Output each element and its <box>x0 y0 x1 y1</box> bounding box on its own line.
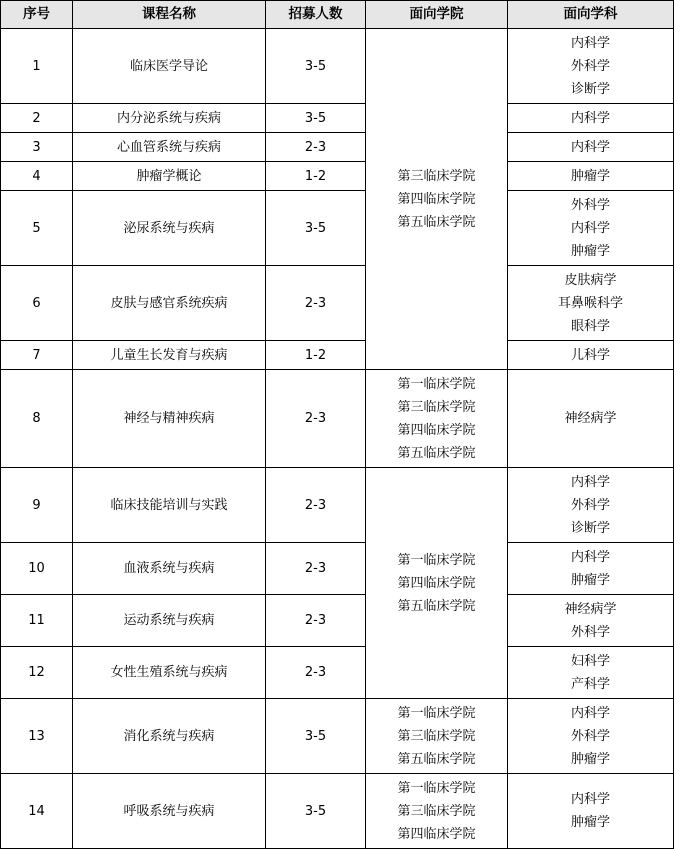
college-item: 第一临床学院 <box>397 780 476 796</box>
subject-cell <box>508 29 674 104</box>
subject-item: 内科学 <box>570 705 610 721</box>
row-no: 11 <box>1 595 73 647</box>
subject-cell <box>508 699 674 774</box>
subject-item: 肿瘤学 <box>570 168 610 184</box>
recruit-count: 2-3 <box>266 370 366 468</box>
table-row <box>1 104 674 133</box>
college-cell <box>366 699 508 774</box>
subject-item: 内科学 <box>570 139 610 155</box>
row-no: 3 <box>1 133 73 162</box>
header-college: 面向学院 <box>366 1 508 29</box>
college-cell <box>366 468 508 699</box>
subject-cell <box>508 595 674 647</box>
course-name: 泌尿系统与疾病 <box>73 191 266 266</box>
recruit-count: 1-2 <box>266 162 366 191</box>
subject-cell <box>508 341 674 370</box>
course-name: 运动系统与疾病 <box>73 595 266 647</box>
course-name: 心血管系统与疾病 <box>73 133 266 162</box>
row-no: 1 <box>1 29 73 104</box>
table-row <box>1 133 674 162</box>
college-cell <box>366 29 508 370</box>
subject-item: 内科学 <box>570 792 610 807</box>
row-no: 4 <box>1 162 73 191</box>
course-name: 临床技能培训与实践 <box>73 468 266 543</box>
recruit-count: 2-3 <box>266 543 366 595</box>
subject-item: 眼科学 <box>570 318 610 334</box>
course-name: 内分泌系统与疾病 <box>73 104 266 133</box>
college-item: 第一临床学院 <box>397 705 476 721</box>
table-row <box>1 341 674 370</box>
course-name: 肿瘤学概论 <box>73 162 266 191</box>
recruit-count: 3-5 <box>266 699 366 774</box>
header-no: 序号 <box>1 1 73 29</box>
college-item: 第一临床学院 <box>397 552 476 568</box>
row-no: 7 <box>1 341 73 370</box>
header-subject: 面向学科 <box>508 1 674 29</box>
subject-cell <box>508 104 674 133</box>
subject-item: 诊断学 <box>570 81 610 97</box>
subject-cell <box>508 133 674 162</box>
row-no: 5 <box>1 191 73 266</box>
subject-item: 内科学 <box>570 220 610 236</box>
subject-item: 肿瘤学 <box>570 751 610 767</box>
table-row <box>1 595 674 647</box>
recruit-count: 3-5 <box>266 191 366 266</box>
table-row <box>1 468 674 543</box>
college-item: 第四临床学院 <box>397 422 476 438</box>
header-row <box>1 1 674 29</box>
college-item: 第五临床学院 <box>397 598 476 614</box>
recruit-count: 2-3 <box>266 647 366 699</box>
college-item: 第四临床学院 <box>397 826 476 842</box>
subject-item: 内科学 <box>570 474 610 490</box>
header-count: 招募人数 <box>266 1 366 29</box>
subject-item: 外科学 <box>570 728 610 744</box>
subject-item: 内科学 <box>570 110 610 126</box>
recruit-count: 2-3 <box>266 468 366 543</box>
recruit-count: 1-2 <box>266 341 366 370</box>
subject-item: 内科学 <box>570 35 610 51</box>
table-row <box>1 191 674 266</box>
table-body <box>1 29 674 849</box>
table-row <box>1 774 674 849</box>
college-cell <box>366 774 508 849</box>
subject-cell <box>508 191 674 266</box>
subject-item: 外科学 <box>570 197 610 213</box>
subject-item: 神经病学 <box>564 411 617 426</box>
subject-item: 外科学 <box>570 624 610 640</box>
recruit-count: 2-3 <box>266 595 366 647</box>
subject-cell <box>508 543 674 595</box>
table-row <box>1 266 674 341</box>
table-row <box>1 647 674 699</box>
college-item: 第三临床学院 <box>397 399 476 415</box>
subject-cell <box>508 266 674 341</box>
college-item: 第五临床学院 <box>397 751 476 767</box>
recruit-count: 2-3 <box>266 133 366 162</box>
row-no: 9 <box>1 468 73 543</box>
row-no: 8 <box>1 370 73 468</box>
subject-item: 内科学 <box>570 549 610 565</box>
course-name: 呼吸系统与疾病 <box>73 774 266 849</box>
subject-cell <box>508 162 674 191</box>
row-no: 6 <box>1 266 73 341</box>
recruit-count: 3-5 <box>266 774 366 849</box>
college-cell <box>366 370 508 468</box>
subject-item: 皮肤病学 <box>564 272 617 288</box>
table-row <box>1 29 674 104</box>
course-name: 消化系统与疾病 <box>73 699 266 774</box>
course-name: 女性生殖系统与疾病 <box>73 647 266 699</box>
table-row <box>1 699 674 774</box>
college-item: 第四临床学院 <box>397 575 476 591</box>
subject-item: 肿瘤学 <box>570 572 610 588</box>
college-item: 第五临床学院 <box>397 445 476 461</box>
recruit-count: 3-5 <box>266 29 366 104</box>
subject-item: 神经病学 <box>564 601 617 617</box>
table-row <box>1 543 674 595</box>
row-no: 10 <box>1 543 73 595</box>
college-item: 第五临床学院 <box>397 214 476 230</box>
table-row <box>1 162 674 191</box>
row-no: 13 <box>1 699 73 774</box>
table-row <box>1 370 674 468</box>
subject-item: 外科学 <box>570 58 610 74</box>
subject-item: 儿科学 <box>570 347 610 363</box>
college-item: 第一临床学院 <box>397 376 476 392</box>
course-name: 儿童生长发育与疾病 <box>73 341 266 370</box>
subject-cell <box>508 468 674 543</box>
course-name: 神经与精神疾病 <box>73 370 266 468</box>
subject-cell <box>508 370 674 468</box>
recruit-count: 2-3 <box>266 266 366 341</box>
course-name: 血液系统与疾病 <box>73 543 266 595</box>
subject-cell <box>508 647 674 699</box>
subject-cell <box>508 774 674 849</box>
subject-item: 诊断学 <box>570 520 610 536</box>
subject-item: 肿瘤学 <box>570 243 610 259</box>
subject-item: 产科学 <box>570 676 610 692</box>
college-item: 第三临床学院 <box>397 168 476 184</box>
course-name: 临床医学导论 <box>73 29 266 104</box>
college-item: 第三临床学院 <box>397 728 476 744</box>
college-item: 第四临床学院 <box>397 191 476 207</box>
header-course: 课程名称 <box>73 1 266 29</box>
subject-item: 耳鼻喉科学 <box>557 295 623 311</box>
subject-item: 妇科学 <box>570 653 610 669</box>
subject-item: 外科学 <box>570 497 610 513</box>
row-no: 12 <box>1 647 73 699</box>
row-no: 2 <box>1 104 73 133</box>
course-name: 皮肤与感官系统疾病 <box>73 266 266 341</box>
college-item: 第三临床学院 <box>397 803 476 819</box>
row-no: 14 <box>1 774 73 849</box>
recruit-count: 3-5 <box>266 104 366 133</box>
subject-item: 肿瘤学 <box>570 815 610 830</box>
